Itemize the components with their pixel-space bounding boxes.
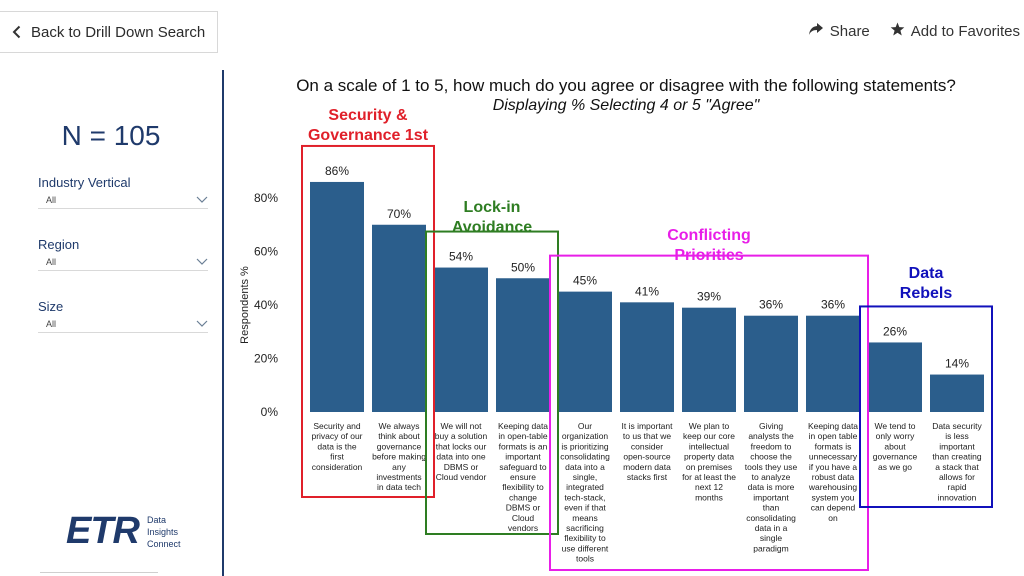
category-label-line: consolidating [560, 451, 610, 462]
category-label-line: only worry [875, 431, 915, 442]
category-label-line: unnecessary [808, 451, 858, 462]
category-label-line: keep our core [683, 431, 735, 442]
category-label-line: before making [372, 451, 426, 462]
category-label-line: change [509, 492, 537, 503]
category-label-line: can depend [810, 502, 856, 513]
category-label-line: Cloud vendor [435, 472, 487, 482]
category-label-line: integrated [566, 482, 604, 493]
group-title-line: Data [908, 265, 944, 282]
category-label-line: vendors [507, 523, 539, 533]
category-label-line: data is more [747, 482, 795, 493]
bar [558, 292, 612, 412]
category-label-line: warehousing [808, 482, 858, 493]
category-label [932, 421, 982, 502]
y-tick-label: 20% [253, 351, 278, 366]
category-label-line: investments [376, 472, 422, 482]
category-label-line: data into a [565, 461, 605, 472]
category-label-line: governance [872, 451, 918, 462]
category-label-line: buy a solution [434, 431, 488, 442]
group-title-line: Security & [328, 107, 408, 124]
category-label [560, 421, 610, 564]
y-tick-label: 60% [253, 244, 278, 259]
category-label-line: data in a [754, 523, 788, 533]
category-label [435, 421, 488, 482]
bar [930, 375, 984, 412]
bar [620, 302, 674, 412]
category-label-line: for at least the [682, 472, 736, 482]
share-label: Share [829, 22, 870, 40]
bar [868, 342, 922, 412]
bar [806, 316, 860, 412]
category-label-line: even if that [564, 502, 606, 513]
category-label-line: open-source [623, 451, 671, 462]
group-title-line: Rebels [899, 285, 953, 302]
category-label [621, 421, 673, 482]
y-tick-label: 80% [253, 191, 278, 205]
category-label-line: rapid [947, 482, 967, 493]
category-label [372, 421, 426, 492]
category-label-line: robust data [811, 472, 855, 482]
category-label-line: flexibility to [564, 533, 606, 544]
category-label-line: single, [572, 472, 598, 482]
bar [744, 316, 798, 412]
category-label-line: analysts the [748, 431, 794, 442]
category-label [873, 421, 918, 472]
category-label-line: as we go [877, 461, 913, 472]
category-label-line: think about [378, 431, 420, 442]
sample-size-label: N = 105 [61, 120, 161, 151]
category-label-line: months [695, 492, 723, 503]
favorites-label: Add to Favorites [910, 22, 1020, 40]
category-label-line: on [828, 512, 838, 523]
category-label-line: It is important [621, 421, 673, 431]
category-label-line: DBMS or [505, 502, 541, 513]
group-title [667, 227, 751, 264]
back-button-label: Back to Drill Down Search [31, 23, 206, 41]
bar-value-label: 14% [944, 356, 970, 371]
category-label-line: single [759, 533, 783, 544]
group-title-line: Governance 1st [307, 127, 429, 144]
category-label-line: formats is [814, 441, 852, 452]
category-label-line: We will not [440, 421, 482, 431]
category-label-line: consideration [311, 461, 363, 472]
y-tick-label: 40% [253, 298, 278, 312]
category-label-line: to analyze [751, 472, 791, 482]
category-label-line: important [939, 441, 975, 452]
bar-value-label: 41% [634, 284, 660, 299]
category-label-line: in data tech [377, 482, 421, 493]
category-label-line: important [505, 451, 541, 462]
category-label-line: flexibility to [502, 482, 544, 493]
category-label-line: stacks first [626, 472, 668, 482]
category-label-line: Giving [758, 421, 784, 431]
category-label-line: any [392, 461, 406, 472]
group-title-line: Lock-in [463, 199, 521, 216]
logo-text: ETR [66, 510, 139, 552]
chart-subtitle: Displaying % Selecting 4 or 5 "Agree" [492, 97, 760, 114]
category-label-line: Keeping data [807, 421, 859, 431]
category-label-line: tech-stack, [564, 492, 606, 503]
group-title [900, 265, 953, 302]
bar [310, 182, 364, 412]
category-label-line: allows for [939, 472, 975, 482]
category-label-line: tools [576, 553, 594, 564]
category-label-line: first [330, 451, 344, 462]
bar-value-label: 50% [510, 260, 536, 275]
category-label-line: consolidating [746, 512, 796, 523]
bar [682, 308, 736, 412]
category-label-line: Cloud [511, 512, 535, 523]
bar-value-label: 36% [820, 297, 846, 312]
category-label [311, 421, 362, 472]
category-label-line: a stack that [935, 461, 979, 472]
category-label-line: than creating [932, 451, 982, 462]
chart-title: On a scale of 1 to 5, how much do you agree or disagree with the following statements? [296, 76, 956, 95]
category-label-line: property data [683, 451, 735, 462]
bar-value-label: 26% [882, 324, 908, 339]
category-label-line: governance [376, 441, 422, 452]
logo-sub-line: Insights [147, 526, 179, 537]
category-label-line: than [762, 502, 780, 513]
category-label-line: next 12 [695, 482, 723, 493]
category-label-line: DBMS or [443, 461, 479, 472]
category-label-line: formats is an [498, 441, 548, 452]
logo-sub-line: Connect [147, 538, 181, 549]
category-label-line: in open table [808, 431, 858, 442]
category-label [745, 421, 798, 553]
category-label-line: in open-table [498, 431, 548, 442]
group-title [308, 107, 429, 144]
category-label-line: innovation [937, 492, 977, 503]
category-label-line: Our [577, 421, 593, 431]
category-label-line: modern data [623, 461, 671, 472]
group-title [452, 199, 532, 236]
category-label-line: intellectual [688, 441, 730, 452]
group-title-line: Priorities [674, 247, 744, 264]
category-label-line: that locks our [435, 441, 487, 452]
category-label-line: sacrificing [566, 523, 604, 533]
bar [372, 225, 426, 412]
select-value: All [46, 195, 57, 205]
bar [496, 278, 550, 412]
bar-value-label: 39% [696, 289, 722, 304]
bar-value-label: 86% [324, 163, 350, 178]
filter-label: Industry Vertical [38, 175, 131, 190]
y-axis-label: Respondents % [239, 266, 251, 344]
category-label-line: paradigm [753, 543, 789, 554]
category-label-line: privacy of our [311, 431, 363, 442]
category-label-line: We plan to [688, 421, 730, 431]
category-label-line: use different [561, 543, 609, 554]
category-label-line: freedom to [750, 441, 792, 452]
category-label-line: consider [630, 441, 664, 452]
group-title-line: Conflicting [667, 227, 751, 244]
bar-value-label: 36% [758, 297, 784, 312]
category-label-line: organization [561, 431, 609, 442]
category-label [808, 421, 858, 523]
group-title-line: Avoidance [451, 219, 533, 236]
y-tick-label: 0% [260, 405, 278, 419]
bar-value-label: 54% [448, 249, 474, 264]
category-label-line: data is the [317, 441, 357, 452]
bar [434, 268, 488, 412]
category-label-line: is prioritizing [561, 441, 609, 452]
category-label-line: to us that we [622, 431, 672, 442]
category-label-line: system you [811, 492, 855, 503]
category-label [498, 421, 548, 533]
category-label-line: We always [378, 421, 420, 431]
category-label-line: important [753, 492, 789, 503]
logo-sub-line: Data [147, 514, 167, 525]
category-label-line: Keeping data [497, 421, 549, 431]
category-label-line: data into one [436, 451, 486, 462]
filter-label: Region [38, 237, 80, 252]
filter-label: Size [38, 299, 64, 314]
category-label [682, 421, 736, 502]
bar-value-label: 70% [386, 206, 412, 221]
select-value: All [46, 319, 57, 329]
category-label-line: about [884, 441, 906, 452]
category-label-line: on premises [685, 461, 733, 472]
category-label-line: choose the [750, 451, 792, 462]
category-label-line: Security and [313, 421, 361, 431]
category-label-line: is less [945, 431, 969, 442]
bar-value-label: 45% [572, 273, 598, 288]
category-label-line: tools they use [744, 461, 798, 472]
category-label-line: ensure [510, 472, 536, 482]
category-label-line: Data security [932, 421, 982, 431]
select-value: All [46, 257, 57, 267]
category-label-line: means [572, 512, 598, 523]
category-label-line: if you have a [808, 461, 858, 472]
category-label-line: safeguard to [499, 461, 547, 472]
category-label-line: We tend to [874, 421, 916, 431]
